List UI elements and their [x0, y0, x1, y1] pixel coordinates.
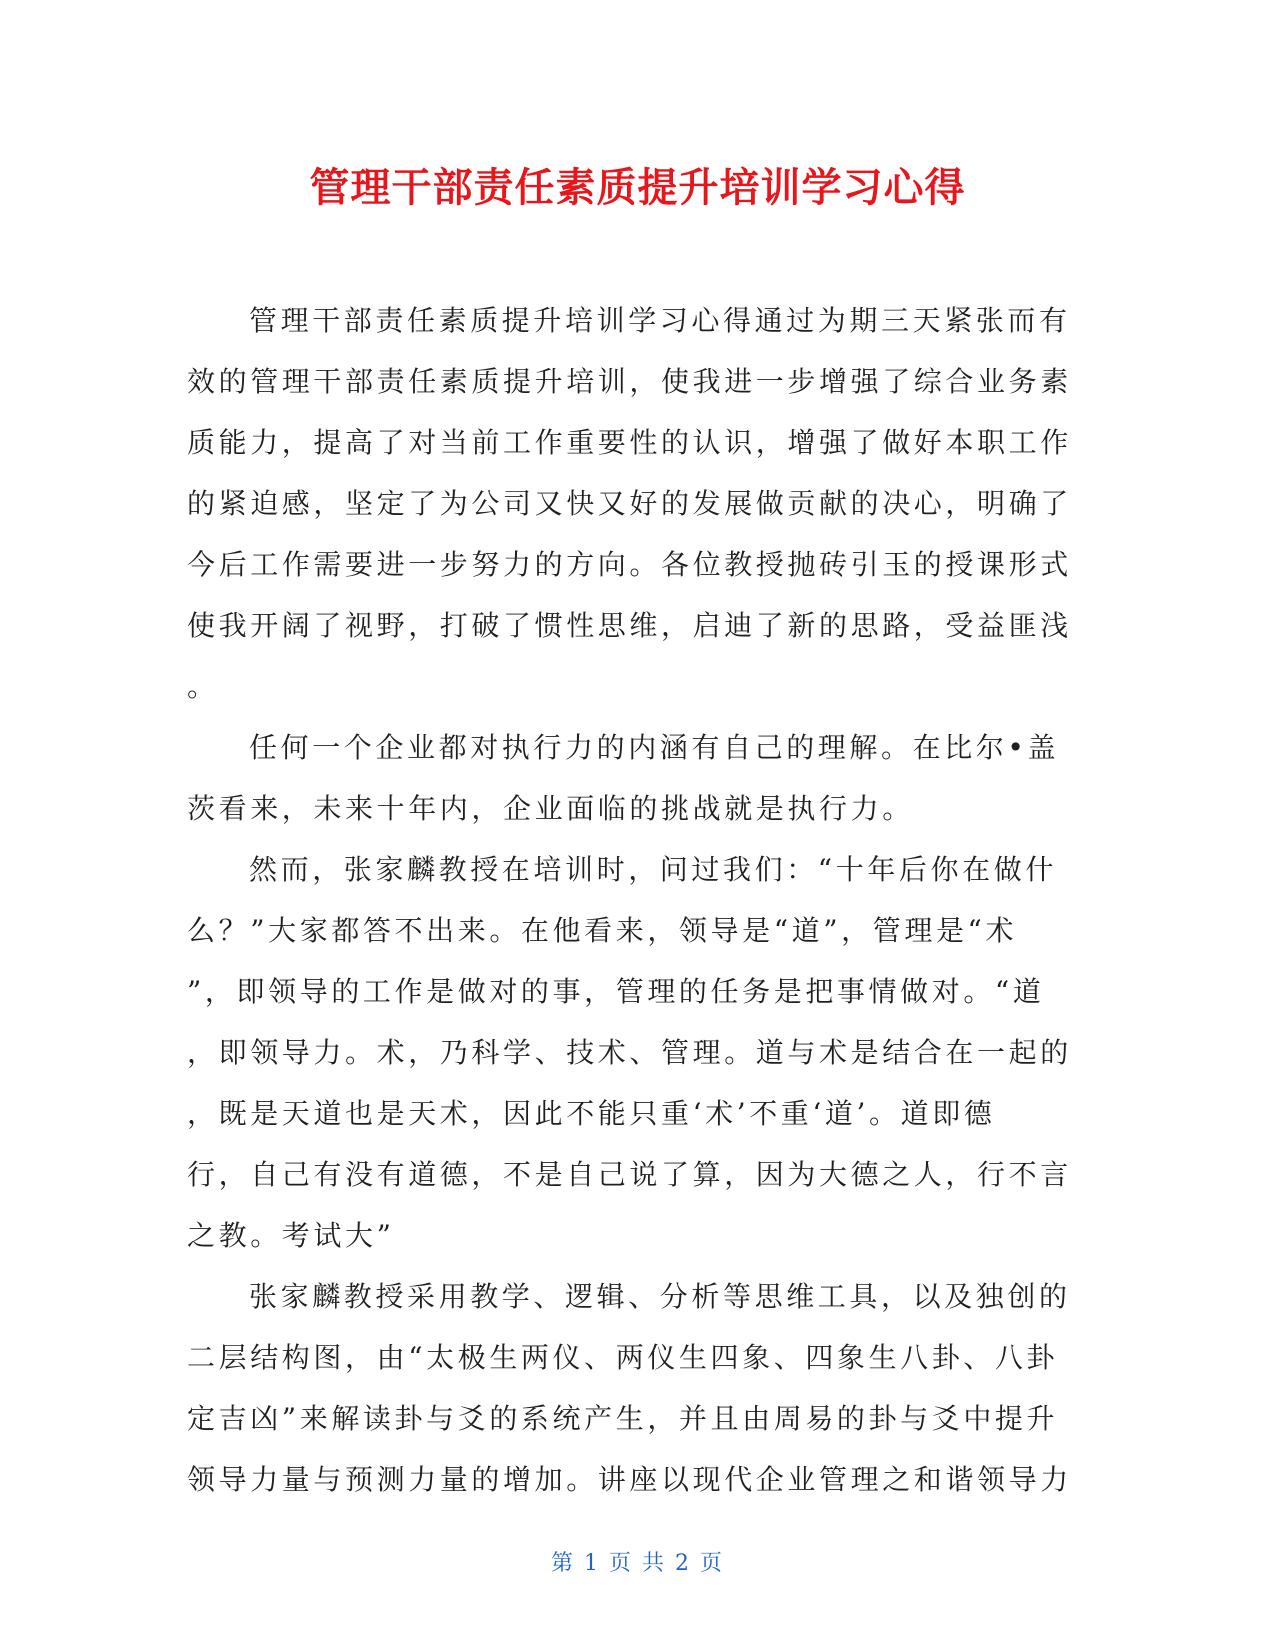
- paragraph-3-line: ”，即领导的工作是做对的事，管理的任务是把事情做对。“道: [187, 975, 1045, 1008]
- document-title: 管理干部责任素质提升培训学习心得: [309, 165, 966, 211]
- page-number-footer: 第 1 页 共 2 页: [551, 1551, 724, 1576]
- paragraph-1-line: 质能力，提高了对当前工作重要性的认识，增强了做好本职工作: [187, 426, 1072, 459]
- paragraph-2-line: 任何一个企业都对执行力的内涵有自己的理解。在比尔•盖: [249, 731, 1060, 764]
- paragraph-4-line: 二层结构图，由“太极生两仪、两仪生四象、四象生八卦、八卦: [187, 1341, 1059, 1374]
- paragraph-4-line: 张家麟教授采用教学、逻辑、分析等思维工具，以及独创的: [249, 1280, 1071, 1313]
- paragraph-1-line: 。: [187, 670, 219, 703]
- paragraph-1-line: 的紧迫感，坚定了为公司又快又好的发展做贡献的决心，明确了: [187, 487, 1072, 520]
- document-body: [187, 290, 1072, 1510]
- paragraph-3-line: 之教。考试大”: [187, 1219, 395, 1252]
- paragraph-3-line: ，既是天道也是天术，因此不能只重‘术’不重‘道’。道即德: [187, 1097, 996, 1130]
- paragraph-3-line: 么？”大家都答不出来。在他看来，领导是“道”，管理是“术: [187, 914, 1018, 947]
- paragraph-1-line: 今后工作需要进一步努力的方向。各位教授抛砖引玉的授课形式: [187, 548, 1072, 581]
- paragraph-3-line: ，即领导力。术，乃科学、技术、管理。道与术是结合在一起的: [187, 1036, 1072, 1069]
- paragraph-1-line: 使我开阔了视野，打破了惯性思维，启迪了新的思路，受益匪浅: [187, 609, 1072, 642]
- paragraph-4-line: 领导力量与预测力量的增加。讲座以现代企业管理之和谐领导力: [187, 1463, 1072, 1496]
- paragraph-4-line: 定吉凶”来解读卦与爻的系统产生，并且由周易的卦与爻中提升: [187, 1402, 1059, 1435]
- paragraph-1-line: 管理干部责任素质提升培训学习心得通过为期三天紧张而有: [249, 304, 1071, 337]
- paragraph-1-line: 效的管理干部责任素质提升培训，使我进一步增强了综合业务素: [187, 365, 1072, 398]
- paragraph-2-line: 茨看来，未来十年内，企业面临的挑战就是执行力。: [187, 792, 914, 825]
- paragraph-3-line: 行，自己有没有道德，不是自己说了算，因为大德之人，行不言: [187, 1158, 1072, 1191]
- paragraph-3-line: 然而，张家麟教授在培训时，问过我们：“十年后你在做什: [249, 853, 1057, 886]
